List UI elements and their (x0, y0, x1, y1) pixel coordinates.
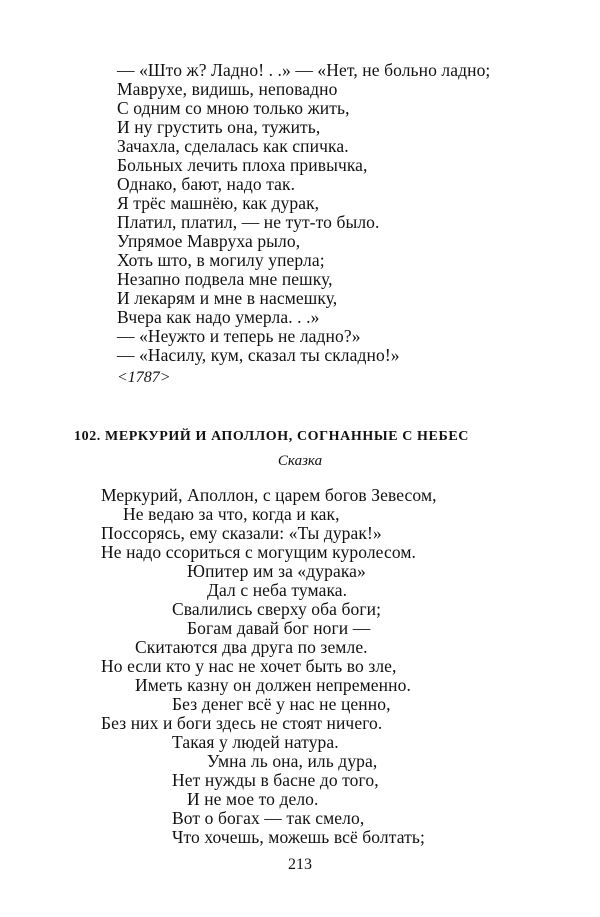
fable-line: Без них и боги здесь не стоят ничего. (101, 713, 383, 733)
poem-line: Вчера как надо умерла. . .» (117, 307, 320, 327)
poem-line: Хоть што, в могилу уперла; (117, 250, 325, 270)
poem-line: Упрямое Мавруха рыло, (117, 231, 301, 251)
poem-line: Маврухе, видишь, неповадно (117, 79, 338, 99)
fable-line: Умна ль она, иль дура, (207, 751, 378, 771)
fable-line: Нет нужды в басне до того, (172, 770, 379, 790)
poem-line: Зачахла, сделалась как спичка. (117, 136, 349, 156)
poem-line: — «Што ж? Ладно! . .» — «Нет, не больно ладно; (117, 60, 491, 80)
fable-line: Свалились сверху оба боги; (172, 599, 382, 619)
poem-line: Я трёс машнёю, как дурак, (117, 193, 320, 213)
poem-line: Однако, бают, надо так. (117, 174, 296, 194)
fable-subtitle: Сказка (277, 453, 323, 469)
poem-line: С одним со мною только жить, (117, 98, 350, 118)
fable-line: Не надо ссориться с могущим куролесом. (101, 542, 416, 562)
poem-line: И лекарям и мне в насмешку, (117, 288, 338, 308)
poem-line: Незапно подвела мне пешку, (117, 269, 333, 289)
fable-line: Но если кто у нас не хочет быть во зле, (101, 656, 397, 676)
fable-title: 102. МЕРКУРИЙ И АПОЛЛОН, СОГНАННЫЕ С НЕБЕС (74, 429, 469, 444)
page-number: 213 (288, 856, 312, 873)
fable-line: Вот о богах — так смело, (172, 808, 365, 828)
fable-line: Такая у людей натура. (172, 732, 339, 752)
fable-line: Не ведаю за что, когда и как, (123, 504, 340, 524)
fable-line: Дал с неба тумака. (207, 580, 348, 600)
poem-line: Больных лечить плоха привычка, (117, 155, 368, 175)
fable-line: И не мое то дело. (187, 789, 319, 809)
fable-line: Богам давай бог ноги — (187, 618, 371, 638)
fable-line: Поссорясь, ему сказали: «Ты дурак!» (101, 523, 382, 543)
poem-line: — «Неужто и теперь не ладно?» (117, 326, 361, 346)
fable-line: Что хочешь, можешь всё болтать; (172, 827, 425, 847)
poem-date: <1787> (117, 369, 171, 386)
fable-line: Без денег всё у нас не ценно, (172, 694, 391, 714)
poem-line: И ну грустить она, тужить, (117, 117, 321, 137)
fable-line: Меркурий, Аполлон, с царем богов Зевесом, (101, 485, 437, 505)
fable-line: Юпитер им за «дурака» (187, 561, 366, 581)
fable-line: Скитаются два друга по земле. (135, 637, 368, 657)
poem-line: Платил, платил, — не тут-то было. (117, 212, 380, 232)
fable-line: Иметь казну он должен непременно. (135, 675, 411, 695)
poem-line: — «Насилу, кум, сказал ты складно!» (117, 345, 400, 365)
